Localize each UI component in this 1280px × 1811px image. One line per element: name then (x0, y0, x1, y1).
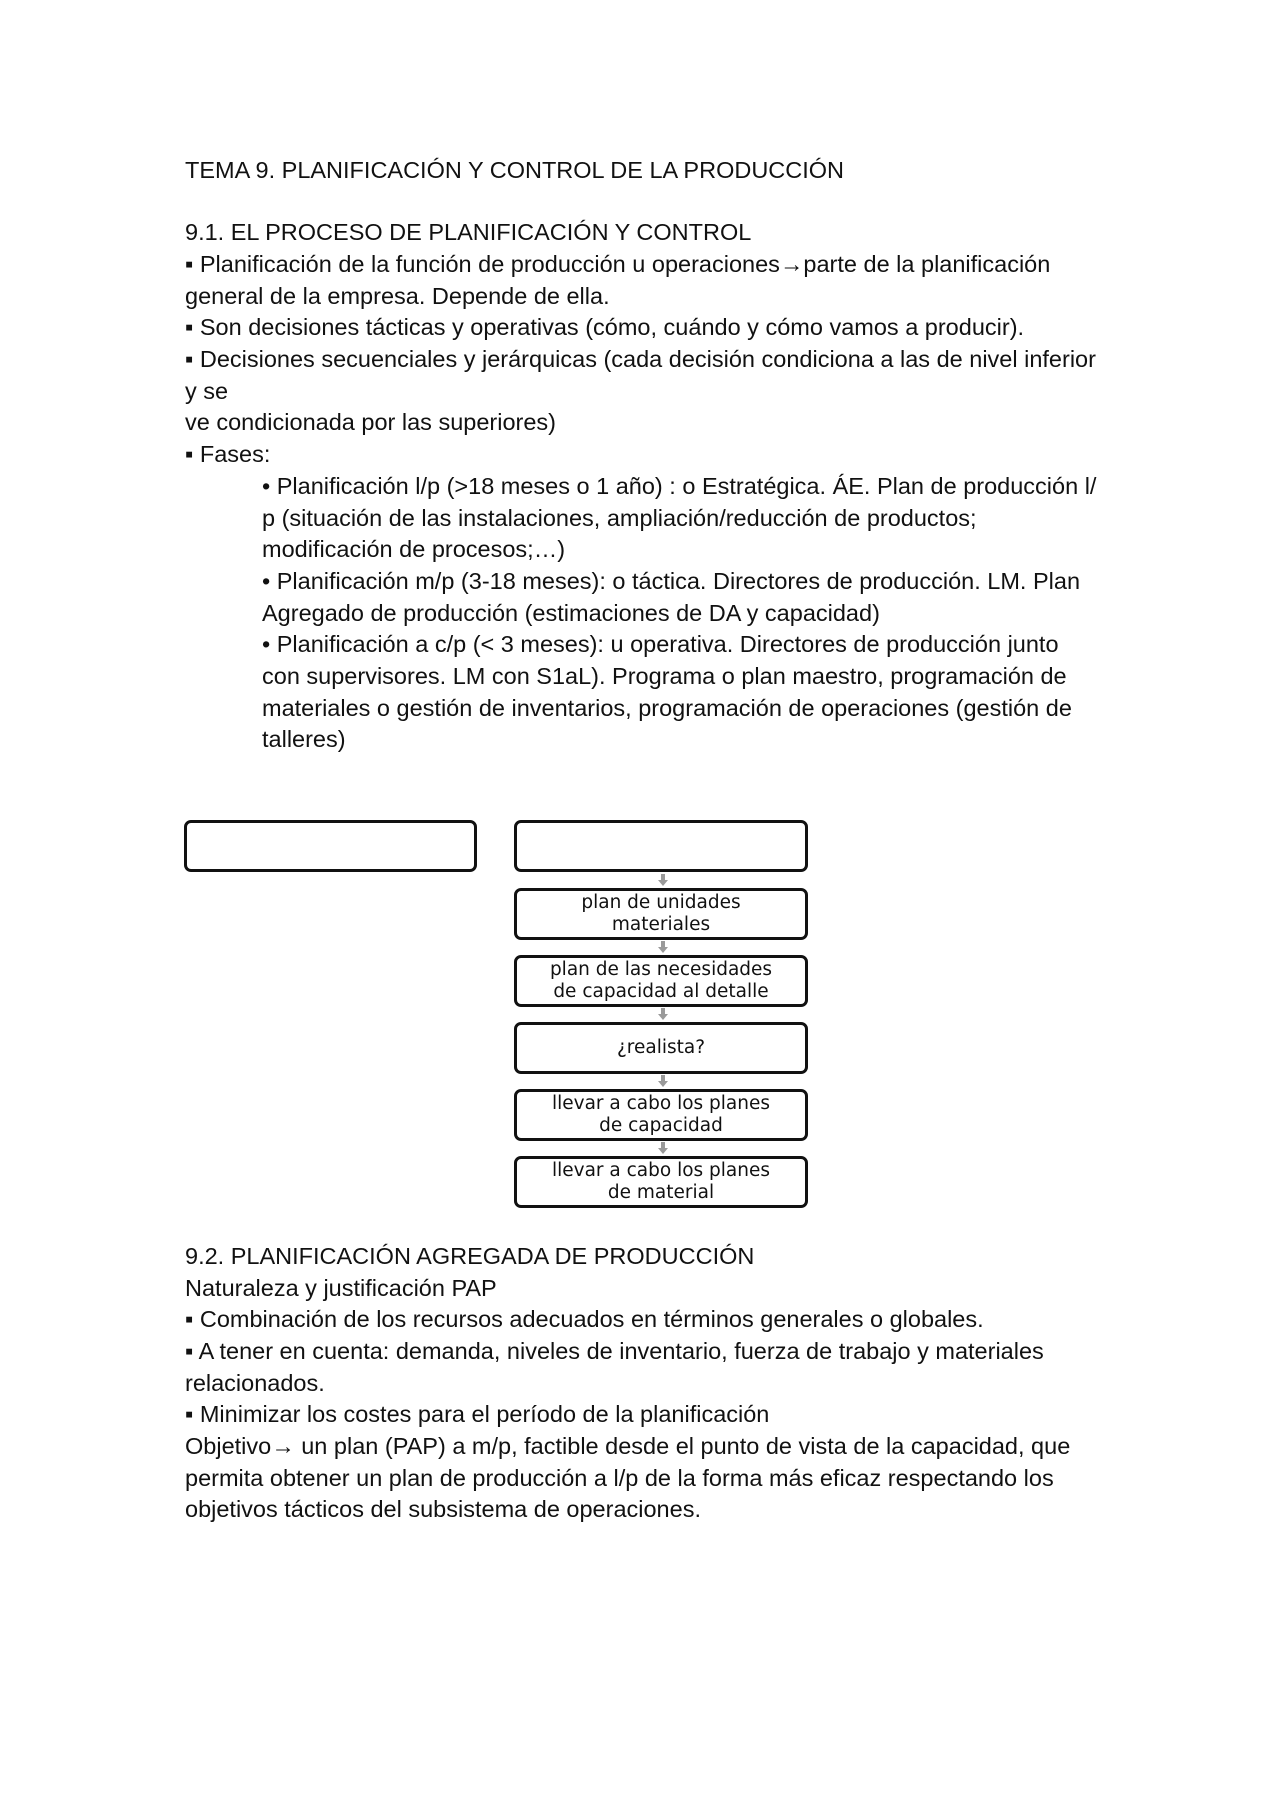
phase-line: p (situación de las instalaciones, ampliación/reducción de productos; (262, 505, 977, 531)
phase-line: modificación de procesos;…) (262, 536, 566, 562)
phase-line: • Planificación a c/p (< 3 meses): u operativa. Directores de producción junto (262, 631, 1059, 657)
section-heading-9-2: 9.2. PLANIFICACIÓN AGREGADA DE PRODUCCIÓN (185, 1243, 755, 1269)
down-arrow-icon (658, 1142, 668, 1154)
diagram-step-box: ¿realista? (514, 1022, 808, 1074)
paragraph-line: ▪ Minimizar los costes para el período de la planificación (185, 1401, 770, 1427)
paragraph-line: ▪ Decisiones secuenciales y jerárquicas (cada decisión condiciona a las de nivel inferior (185, 346, 1096, 372)
diagram-step-box (514, 820, 808, 872)
down-arrow-icon (658, 874, 668, 886)
phase-line: Agregado de producción (estimaciones de DA y capacidad) (262, 600, 880, 626)
phase-line: • Planificación l/p (>18 meses o 1 año) : o Estratégica. ÁE. Plan de producción l/ (262, 473, 1097, 499)
paragraph-line: general de la empresa. Depende de ella. (185, 283, 610, 309)
phase-line: • Planificación m/p (3-18 meses): o táctica. Directores de producción. LM. Plan (262, 568, 1081, 594)
diagram-step-box: plan de las necesidades de capacidad al detalle (514, 955, 808, 1007)
phase-line: talleres) (262, 726, 346, 752)
paragraph-line: ▪ Son decisiones tácticas y operativas (cómo, cuándo y cómo vamos a producir). (185, 314, 1025, 340)
paragraph-line: y se (185, 378, 229, 404)
down-arrow-icon (658, 941, 668, 953)
section-heading-9-1: 9.1. EL PROCESO DE PLANIFICACIÓN Y CONTROL (185, 219, 752, 245)
paragraph-line: ▪ Combinación de los recursos adecuados en términos generales o globales. (185, 1306, 984, 1332)
paragraph-line: ve condicionada por las superiores) (185, 409, 556, 435)
paragraph-line: relacionados. (185, 1370, 325, 1396)
paragraph-line: objetivos tácticos del subsistema de operaciones. (185, 1496, 701, 1522)
document-title: TEMA 9. PLANIFICACIÓN Y CONTROL DE LA PRODUCCIÓN (185, 157, 845, 183)
paragraph-line: Naturaleza y justificación PAP (185, 1275, 497, 1301)
down-arrow-icon (658, 1008, 668, 1020)
diagram-left-box (184, 820, 477, 872)
phase-line: materiales o gestión de inventarios, programación de operaciones (gestión de (262, 695, 1072, 721)
paragraph-line: permita obtener un plan de producción a l/p de la forma más eficaz respectando los (185, 1465, 1054, 1491)
diagram-step-box: llevar a cabo los planes de capacidad (514, 1089, 808, 1141)
paragraph-line: Objetivo→ un plan (PAP) a m/p, factible desde el punto de vista de la capacidad, que (185, 1433, 1071, 1459)
diagram-step-box: llevar a cabo los planes de material (514, 1156, 808, 1208)
diagram-step-box: plan de unidades materiales (514, 888, 808, 940)
paragraph-line: ▪ Fases: (185, 441, 271, 467)
paragraph-line: ▪ Planificación de la función de producción u operaciones→parte de la planificación (185, 251, 1051, 277)
down-arrow-icon (658, 1075, 668, 1087)
phase-line: con supervisores. LM con S1aL). Programa o plan maestro, programación de (262, 663, 1067, 689)
paragraph-line: ▪ A tener en cuenta: demanda, niveles de inventario, fuerza de trabajo y materiales (185, 1338, 1044, 1364)
